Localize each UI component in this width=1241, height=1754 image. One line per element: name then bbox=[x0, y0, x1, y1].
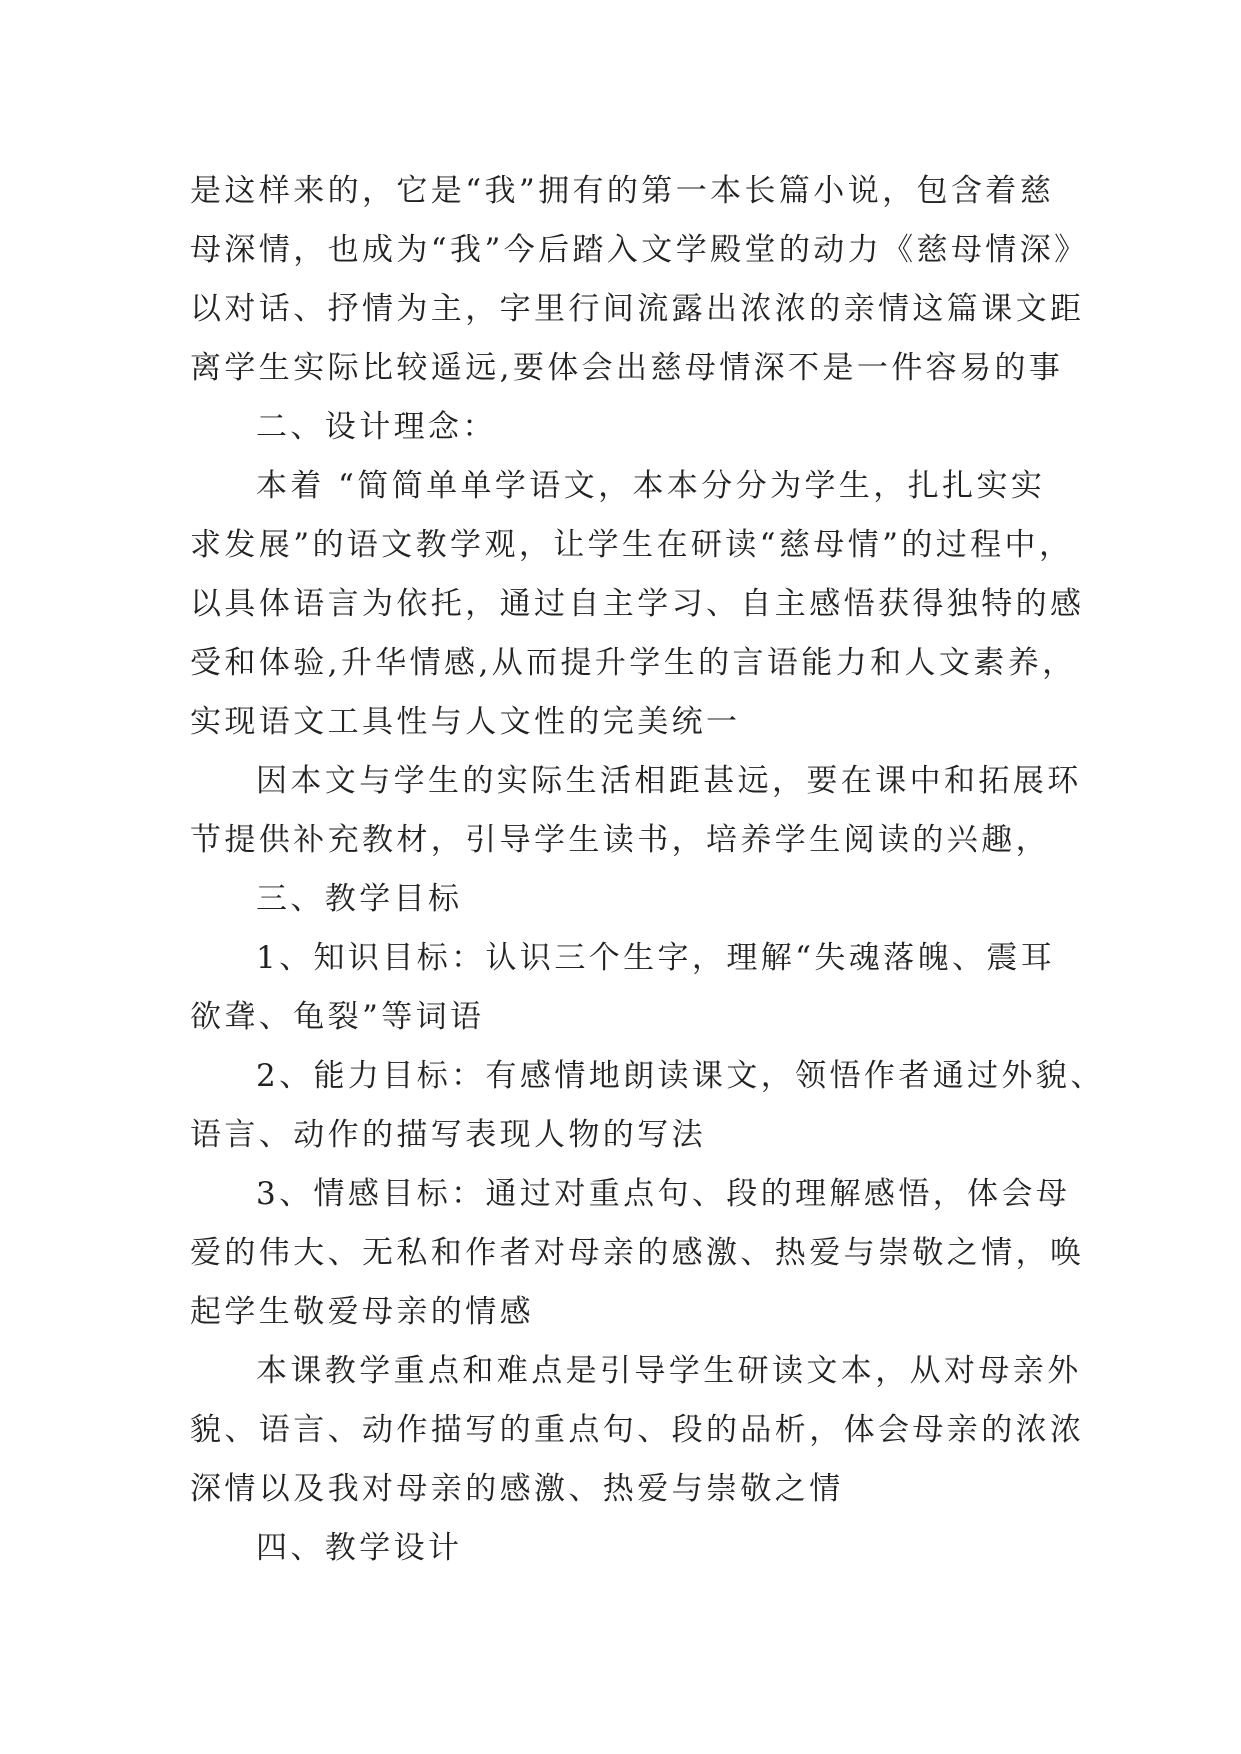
document-body bbox=[190, 162, 1105, 1578]
text-line: 语言、动作的描写表现人物的写法 bbox=[190, 1117, 706, 1153]
text-line: 实现语文工具性与人文性的完美统一 bbox=[190, 704, 741, 740]
text-line: 是这样来的，它是“我”拥有的第一本长篇小说，包含着慈 bbox=[190, 173, 1055, 209]
text-line: 节提供补充教材，引导学生读书，培养学生阅读的兴趣， bbox=[190, 822, 1050, 858]
text-line: 受和体验,升华情感,从而提升学生的言语能力和人文素养， bbox=[190, 645, 1077, 681]
text-line: 爱的伟大、无私和作者对母亲的感激、热爱与崇敬之情，唤 bbox=[190, 1235, 1085, 1271]
text-line: 因本文与学生的实际生活相距甚远，要在课中和拓展环 bbox=[256, 763, 1082, 799]
text-line: 母深情，也成为“我”今后踏入文学殿堂的动力《慈母情深》 bbox=[190, 232, 1089, 268]
text-line: 3、情感目标：通过对重点句、段的理解感悟，体会母 bbox=[256, 1176, 1071, 1212]
text-line: 1、知识目标：认识三个生字，理解“失魂落魄、震耳 bbox=[256, 940, 1056, 976]
text-line: 三、教学目标 bbox=[256, 881, 463, 917]
text-line: 求发展”的语文教学观，让学生在研读“慈母情”的过程中， bbox=[190, 527, 1074, 563]
text-line: 深情以及我对母亲的感激、热爱与崇敬之情 bbox=[190, 1471, 844, 1507]
text-line: 起学生敬爱母亲的情感 bbox=[190, 1294, 534, 1330]
text-line: 欲聋、龟裂”等词语 bbox=[190, 999, 485, 1035]
text-line: 2、能力目标：有感情地朗读课文，领悟作者通过外貌、 bbox=[256, 1058, 1105, 1094]
text-line: 以对话、抒情为主，字里行间流露出浓浓的亲情这篇课文距 bbox=[190, 291, 1085, 327]
text-line: 离学生实际比较遥远,要体会出慈母情深不是一件容易的事 bbox=[190, 350, 1064, 386]
text-line: 貌、语言、动作描写的重点句、段的品析，体会母亲的浓浓 bbox=[190, 1412, 1085, 1448]
text-line: 本着 “简简单单学语文，本本分分为学生，扎扎实实 bbox=[256, 468, 1046, 504]
text-line: 以具体语言为依托，通过自主学习、自主感悟获得独特的感 bbox=[190, 586, 1085, 622]
text-line: 二、设计理念： bbox=[256, 409, 497, 445]
text-line: 四、教学设计 bbox=[256, 1530, 463, 1566]
text-line: 本课教学重点和难点是引导学生研读文本，从对母亲外 bbox=[256, 1353, 1082, 1389]
